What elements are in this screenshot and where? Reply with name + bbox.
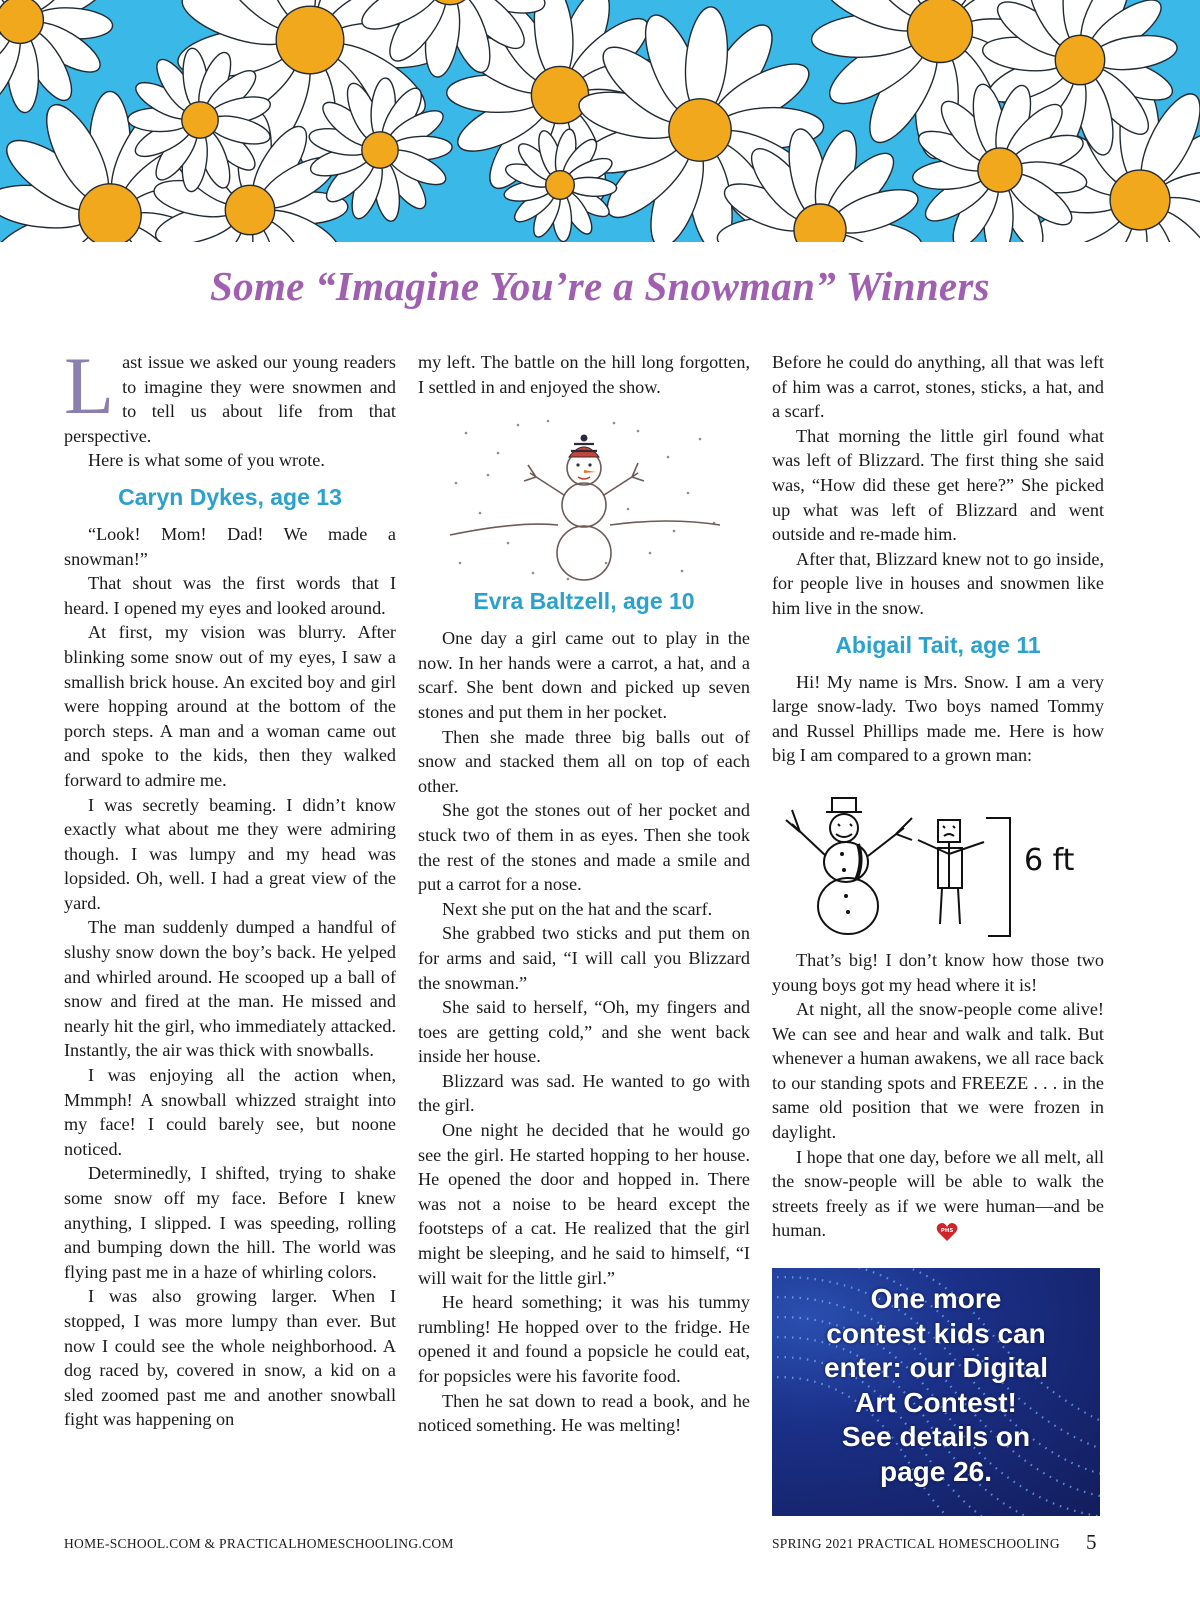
- column-3: [772, 350, 1104, 1243]
- intro-paragraph: [64, 340, 396, 448]
- column-2: [418, 350, 750, 1438]
- evra-paragraph-13: After that, Blizzard knew not to go inside, for people live in houses and snowmen like him live in the snow.: [772, 548, 1104, 618]
- evra-paragraph-2: Then she made three big balls out of snow and stacked them all on top of each other.: [418, 726, 750, 796]
- caryn-paragraph-5: The man suddenly dumped a handful of slushy snow down the boy’s back. He yelped and whirled around. He scooped up a ball of snow and fired at the man. He missed and nearly hit the girl, who immediately attacked. Instantly, the air was thick with snowballs.: [64, 917, 396, 1061]
- evra-paragraph-9: He heard something; it was his tummy rumbling! He hopped over to the fridge. He opened it and found a popsicle he could eat, for popsicles were his favorite food.: [418, 1292, 750, 1386]
- abigail-paragraph-4: [772, 1145, 1104, 1243]
- promo-line-6: page 26.: [879, 1455, 993, 1487]
- phs-badge-label: PHS: [940, 1228, 954, 1235]
- caryn-paragraph-8: I was also growing larger. When I stopped, I was more lumpy than ever. But now I could see the whole neighborhood. A dog raced by, covered in snow, a kid on a sled zoomed past me and another snowball fight was happening on: [64, 1286, 396, 1430]
- promo-line-1: One more: [870, 1283, 1002, 1314]
- byline-evra: Evra Baltzell, age 10: [473, 588, 695, 615]
- intro-text: ast issue we asked our young readers to imagine they were snowmen and to tell us about life from that perspective.: [64, 352, 396, 446]
- daisy-center: [225, 185, 274, 234]
- caryn-paragraph-6: I was enjoying all the action when, Mmmph! A snowball whizzed straight into my face! I could barely see, but noone noticed.: [64, 1065, 396, 1159]
- byline-abigail: Abigail Tait, age 11: [835, 631, 1041, 658]
- page-number: 5: [1086, 1530, 1097, 1554]
- daisy-center: [79, 184, 141, 242]
- daisy-banner: [0, 0, 1200, 242]
- promo-line-3: enter: our Digital: [823, 1352, 1048, 1383]
- caryn-paragraph-4: I was secretly beaming. I didn’t know exactly what about me they were admiring though. I was lumpy and my head was lopsided. Oh, well. I had a great view of the yard.: [64, 794, 396, 913]
- daisy-center: [669, 99, 731, 161]
- promo-line-5: See details on: [841, 1421, 1031, 1452]
- daisy-center: [978, 148, 1022, 192]
- evra-paragraph-7: Blizzard was sad. He wanted to go with the girl.: [418, 1070, 750, 1116]
- daisy-center: [1055, 35, 1104, 84]
- caryn-paragraph-9: my left. The battle on the hill long forgotten, I settled in and enjoyed the show.: [418, 352, 750, 397]
- evra-paragraph-12: That morning the little girl found what was left of Blizzard. The first thing she said was, “How did these get here?” She picked up what was left of Blizzard and went outside and re-made him.: [772, 425, 1104, 545]
- phs-heart-icon: [936, 1222, 958, 1242]
- evra-paragraph-5: She grabbed two sticks and put them on for arms and said, “I will call you Blizzard the snowman.”: [418, 923, 750, 993]
- abigail-paragraph-3: At night, all the snow-people come alive! We can see and hear and walk and talk. But whenever a human awakens, we all race back to our standing spots and FREEZE . . . in the same old position that we were frozen in daylight.: [772, 999, 1104, 1143]
- daisy-center: [546, 171, 575, 200]
- caryn-paragraph-7: Determinedly, I shifted, trying to shake some snow off my face. Before I knew anything, I slipped. I was speeding, rolling and bumping down the hill. The world was flying past me in a haze of whirling colors.: [64, 1163, 396, 1282]
- daisy-center: [531, 66, 588, 123]
- evra-paragraph-6: She said to herself, “Oh, my fingers and toes are getting cold,” and she went back inside her house.: [418, 997, 750, 1067]
- snow-lady-drawing-abigail: [772, 784, 1092, 940]
- daisy-center: [908, 0, 973, 63]
- digital-art-contest-promo[interactable]: [772, 1268, 1100, 1516]
- promo-text: [772, 1282, 1100, 1489]
- footer-website: HOME-SCHOOL.COM & PRACTICALHOMESCHOOLING.COM: [64, 1536, 454, 1551]
- daisy-center: [0, 0, 43, 43]
- evra-paragraph-8: One night he decided that he would go see the girl. He started hopping to her house. He opened the door and hopped in. There was not a noise to be heard except the footsteps of a cat. He realized that the girl might be sleeping, and he said to himself, “I will wait for the little girl.”: [418, 1120, 750, 1288]
- caryn-paragraph-3: At first, my vision was blurry. After blinking some snow out of my eyes, I saw a smallish brick house. An excited boy and girl were hopping around at the bottom of the porch steps. A man and a woman came out and spoke to the kids, then they walked forward to admire me.: [64, 622, 396, 790]
- caryn-paragraph-1: “Look! Mom! Dad! We made a snowman!”: [64, 523, 396, 569]
- column-1: [64, 340, 396, 1432]
- drop-cap: L: [64, 340, 115, 431]
- daisy-center: [182, 102, 218, 138]
- evra-paragraph-4: Next she put on the hat and the scarf.: [442, 898, 713, 919]
- promo-line-4: Art Contest!: [855, 1386, 1017, 1418]
- evra-paragraph-1: One day a girl came out to play in the now. In her hands were a carrot, a hat, and a scarf. She bent down and picked up seven stones and put them in her pocket.: [418, 628, 750, 722]
- article-title: Some “Imagine You’re a Snowman” Winners: [210, 263, 990, 309]
- evra-paragraph-3: She got the stones out of her pocket and stuck two of them in as eyes. Then she took the rest of the stones and made a smile and put a carrot for a nose.: [418, 800, 750, 895]
- byline-caryn: Caryn Dykes, age 13: [118, 483, 342, 510]
- footer-issue: SPRING 2021 PRACTICAL HOMESCHOOLING: [772, 1536, 1060, 1551]
- abigail-paragraph-1: Hi! My name is Mrs. Snow. I am a very large snow-lady. Two boys named Tommy and Russel Phillips made me. Here is how big I am compared to a grown man:: [772, 671, 1104, 766]
- evra-paragraph-11: Before he could do anything, all that was left of him was a carrot, stones, sticks, a hat, and a scarf.: [772, 352, 1104, 422]
- snowman-drawing-evra: [438, 413, 730, 585]
- abigail-paragraph-4-text: I hope that one day, before we all melt, all the snow-people will be able to walk the streets freely as if we were human—and be human.: [772, 1146, 1104, 1241]
- daisy-center: [276, 6, 344, 74]
- intro-paragraph-2: Here is what some of you wrote.: [88, 450, 325, 471]
- daisy-pattern: [0, 0, 1200, 242]
- drawing-label: 6 ft: [1024, 842, 1075, 878]
- evra-paragraph-10: Then he sat down to read a book, and he noticed something. He was melting!: [418, 1390, 750, 1436]
- abigail-paragraph-2: That’s big! I don’t know how those two young boys got my head where it is!: [772, 949, 1104, 995]
- caryn-paragraph-2: That shout was the first words that I heard. I opened my eyes and looked around.: [64, 573, 396, 618]
- daisy-center: [362, 132, 398, 168]
- promo-line-2: contest kids can: [826, 1317, 1046, 1349]
- daisy-center: [1110, 170, 1170, 230]
